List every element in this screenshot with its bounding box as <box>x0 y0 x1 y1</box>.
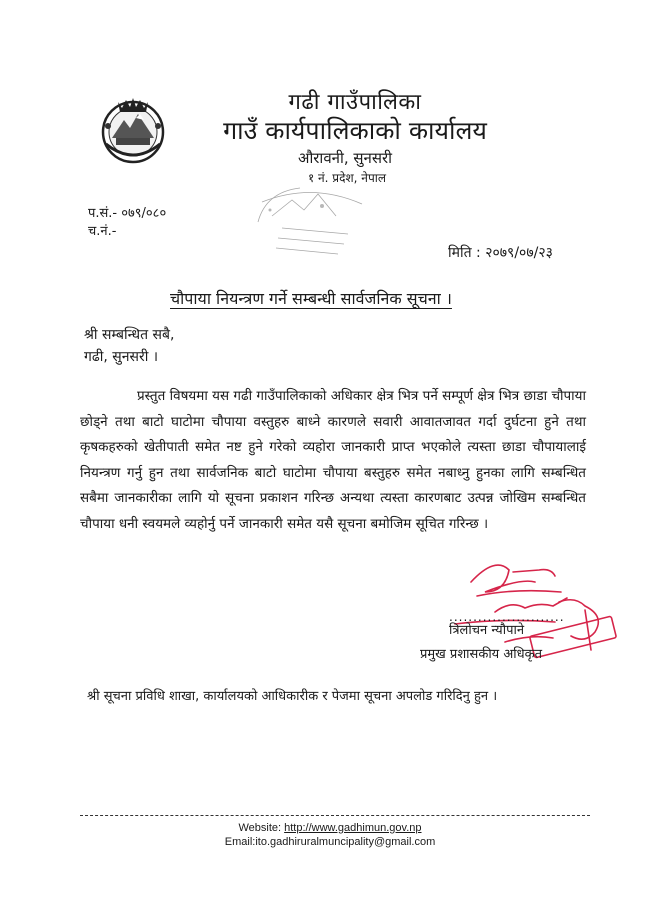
signature-dots: ........................ <box>449 610 565 624</box>
office-stamp-icon <box>252 182 370 264</box>
website-label: Website: <box>238 822 285 834</box>
office-name: गाउँ कार्यपालिकाको कार्यालय <box>223 116 487 145</box>
province-country: १ नं. प्रदेश, नेपाल <box>307 171 387 185</box>
footer-email: Email:ito.gadhiruralmuncipality@gmail.com <box>224 836 436 848</box>
website-link[interactable]: http://www.gadhimun.gov.np <box>284 822 422 834</box>
upload-note: श्री सूचना प्रविधि शाखा, कार्यालयको आधिकारीक र पेजमा सूचना अपलोड गरिदिनु हुन । <box>87 689 498 704</box>
footer-website <box>180 822 480 834</box>
municipality-name: गढी गाउँपालिका <box>288 90 422 115</box>
addressee-line-1: श्री सम्बन्धित सबै, <box>84 327 175 343</box>
notice-date: मिति : २०७९/०७/२३ <box>448 245 553 261</box>
footer-divider <box>80 815 590 816</box>
signatory-title: प्रमुख प्रशासकीय अधिकृत <box>420 647 543 662</box>
office-location: औरावनी, सुनसरी <box>297 149 393 167</box>
notice-subject: चौपाया नियन्त्रण गर्ने सम्बन्धी सार्वजनिक सूचना । <box>170 289 452 308</box>
nepal-emblem-icon <box>96 92 170 168</box>
dispatch-number: च.नं.- <box>88 224 117 239</box>
signatory-name: त्रिलोचन न्यौपाने <box>449 623 525 638</box>
letter-number: प.सं.- ०७९/०८० <box>88 206 167 221</box>
addressee-line-2: गढी, सुनसरी । <box>84 349 159 365</box>
notice-body: प्रस्तुत विषयमा यस गढी गाउँपालिकाको अधिकार क्षेत्र भित्र पर्ने सम्पूर्ण क्षेत्र भित्र छाडा चौपाया छोड्ने तथा बाटो घाटोमा चौपाया वस्तुहरु बाध्ने कारणले सवारी आवातजावत गर्दा दुर्घटना हुने तथा कृषकहरुको खेतीपाती समेत नष्ट हुने गरेको व्यहोरा जानकारी प्राप्त भएकोले त्यस्ता छाडा चौपायालाई नियन्त्रण गर्नु हुन तथा सार्वजनिक बाटो घाटोमा चौपाया बस्तुहरु समेत नबाध्नु हुनका लागि सम्बन्धित सबैमा जानकारीका लागि यो सूचना प्रकाशन गरिन्छ अन्यथा त्यस्ता कारणबाट उत्पन्न जोखिम सम्बन्धित चौपाया धनी स्वयमले व्यहोर्नु पर्ने जानकारी समेत यसै सूचना बमोजिम सूचित गरिन्छ । <box>80 388 586 532</box>
